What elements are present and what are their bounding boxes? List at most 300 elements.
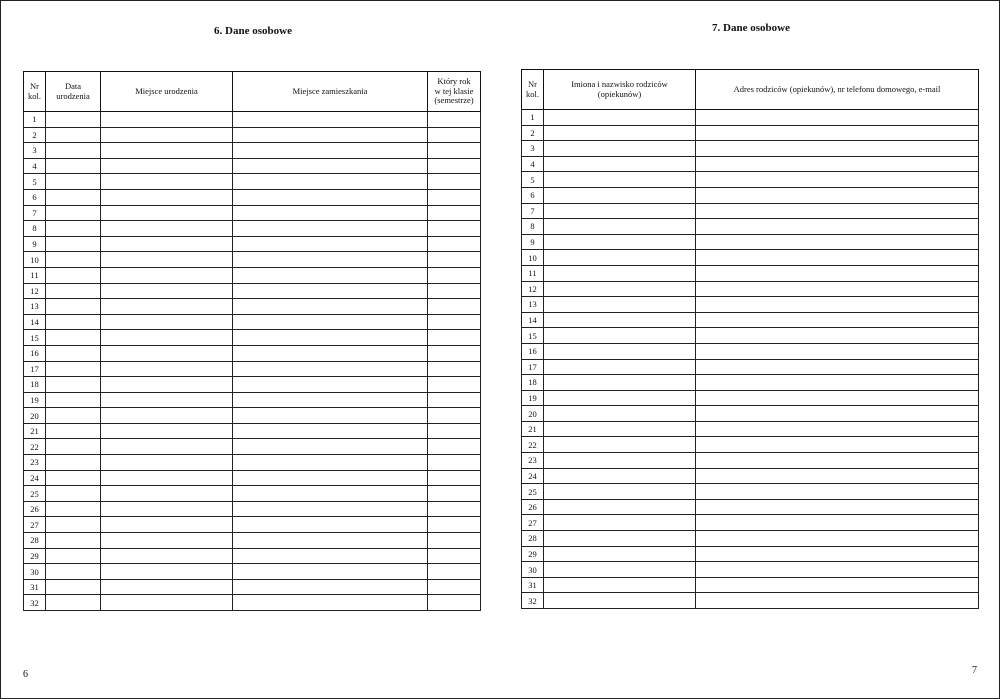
row-number-cell: 23	[522, 453, 544, 469]
entry-cell[interactable]	[233, 486, 428, 502]
entry-cell[interactable]	[233, 470, 428, 486]
entry-cell[interactable]	[233, 423, 428, 439]
header-imiona-nazwisko-rodzicow: Imiona i nazwisko rodziców (opiekunów)	[544, 70, 696, 110]
entry-cell[interactable]	[46, 533, 101, 549]
entry-cell[interactable]	[544, 499, 696, 515]
entry-cell[interactable]	[46, 112, 101, 128]
table-row	[24, 423, 481, 439]
table-row	[522, 141, 979, 157]
entry-cell[interactable]	[544, 187, 696, 203]
entry-cell[interactable]	[544, 437, 696, 453]
entry-cell[interactable]	[428, 439, 481, 455]
entry-cell[interactable]	[233, 127, 428, 143]
header-data-urodzenia: Data urodzenia	[46, 72, 101, 112]
entry-cell[interactable]	[696, 390, 979, 406]
entry-cell[interactable]	[101, 470, 233, 486]
row-number-cell: 24	[24, 470, 46, 486]
entry-cell[interactable]	[101, 423, 233, 439]
entry-cell[interactable]	[544, 250, 696, 266]
entry-cell[interactable]	[696, 359, 979, 375]
entry-cell[interactable]	[101, 501, 233, 517]
entry-cell[interactable]	[544, 359, 696, 375]
entry-cell[interactable]	[46, 501, 101, 517]
entry-cell[interactable]	[233, 595, 428, 611]
table-row	[24, 595, 481, 611]
entry-cell[interactable]	[544, 328, 696, 344]
row-number-cell: 13	[522, 297, 544, 313]
header-nr-kol: Nr kol.	[522, 70, 544, 110]
entry-cell[interactable]	[101, 408, 233, 424]
header-nr-kol: Nr kol.	[24, 72, 46, 112]
entry-cell[interactable]	[428, 143, 481, 159]
entry-cell[interactable]	[428, 548, 481, 564]
entry-cell[interactable]	[101, 330, 233, 346]
entry-cell[interactable]	[696, 125, 979, 141]
entry-cell[interactable]	[233, 455, 428, 471]
row-number-cell: 30	[24, 564, 46, 580]
entry-cell[interactable]	[46, 564, 101, 580]
row-number-cell: 17	[522, 359, 544, 375]
row-number-cell: 8	[24, 221, 46, 237]
entry-cell[interactable]	[428, 564, 481, 580]
entry-cell[interactable]	[428, 299, 481, 315]
entry-cell[interactable]	[544, 281, 696, 297]
entry-cell[interactable]	[233, 221, 428, 237]
entry-cell[interactable]	[46, 283, 101, 299]
table-row	[24, 501, 481, 517]
entry-cell[interactable]	[428, 361, 481, 377]
table-row	[24, 205, 481, 221]
table-row	[24, 392, 481, 408]
row-number-cell: 1	[522, 110, 544, 126]
row-number-cell: 19	[24, 392, 46, 408]
entry-cell[interactable]	[46, 377, 101, 393]
entry-cell[interactable]	[46, 455, 101, 471]
entry-cell[interactable]	[101, 548, 233, 564]
entry-cell[interactable]	[233, 283, 428, 299]
entry-cell[interactable]	[101, 127, 233, 143]
table-row	[522, 187, 979, 203]
row-number-cell: 10	[24, 252, 46, 268]
table-row	[522, 468, 979, 484]
table-row	[24, 143, 481, 159]
entry-cell[interactable]	[544, 234, 696, 250]
right-personal-data-table	[521, 69, 979, 609]
table-row	[24, 470, 481, 486]
row-number-cell: 12	[24, 283, 46, 299]
entry-cell[interactable]	[428, 517, 481, 533]
entry-cell[interactable]	[101, 205, 233, 221]
entry-cell[interactable]	[696, 110, 979, 126]
entry-cell[interactable]	[46, 548, 101, 564]
entry-cell[interactable]	[696, 421, 979, 437]
entry-cell[interactable]	[233, 377, 428, 393]
table-row	[24, 112, 481, 128]
entry-cell[interactable]	[696, 250, 979, 266]
table-row	[522, 406, 979, 422]
entry-cell[interactable]	[233, 408, 428, 424]
row-number-cell: 11	[522, 265, 544, 281]
entry-cell[interactable]	[544, 531, 696, 547]
entry-cell[interactable]	[696, 187, 979, 203]
entry-cell[interactable]	[428, 127, 481, 143]
table-row	[522, 172, 979, 188]
entry-cell[interactable]	[544, 421, 696, 437]
row-number-cell: 9	[24, 236, 46, 252]
entry-cell[interactable]	[46, 423, 101, 439]
entry-cell[interactable]	[428, 533, 481, 549]
entry-cell[interactable]	[46, 392, 101, 408]
entry-cell[interactable]	[101, 189, 233, 205]
entry-cell[interactable]	[428, 486, 481, 502]
entry-cell[interactable]	[46, 143, 101, 159]
entry-cell[interactable]	[46, 408, 101, 424]
entry-cell[interactable]	[233, 564, 428, 580]
entry-cell[interactable]	[101, 174, 233, 190]
entry-cell[interactable]	[428, 501, 481, 517]
entry-cell[interactable]	[46, 158, 101, 174]
entry-cell[interactable]	[46, 221, 101, 237]
entry-cell[interactable]	[696, 141, 979, 157]
entry-cell[interactable]	[233, 439, 428, 455]
entry-cell[interactable]	[233, 143, 428, 159]
entry-cell[interactable]	[428, 455, 481, 471]
entry-cell[interactable]	[428, 579, 481, 595]
entry-cell[interactable]	[101, 517, 233, 533]
entry-cell[interactable]	[233, 501, 428, 517]
entry-cell[interactable]	[233, 517, 428, 533]
entry-cell[interactable]	[233, 174, 428, 190]
table-header-row	[24, 72, 481, 112]
entry-cell[interactable]	[101, 533, 233, 549]
entry-cell[interactable]	[696, 219, 979, 235]
entry-cell[interactable]	[544, 562, 696, 578]
entry-cell[interactable]	[46, 361, 101, 377]
entry-cell[interactable]	[696, 515, 979, 531]
header-ktory-rok: Który rok w tej klasie (semestrze)	[428, 72, 481, 112]
table-row	[24, 377, 481, 393]
entry-cell[interactable]	[696, 343, 979, 359]
row-number-cell: 14	[24, 314, 46, 330]
entry-cell[interactable]	[101, 579, 233, 595]
right-page-title: 7. Dane osobowe	[712, 22, 790, 34]
entry-cell[interactable]	[696, 156, 979, 172]
entry-cell[interactable]	[101, 361, 233, 377]
row-number-cell: 31	[522, 577, 544, 593]
table-row	[24, 517, 481, 533]
row-number-cell: 15	[522, 328, 544, 344]
entry-cell[interactable]	[428, 345, 481, 361]
entry-cell[interactable]	[46, 314, 101, 330]
entry-cell[interactable]	[233, 579, 428, 595]
entry-cell[interactable]	[696, 546, 979, 562]
row-number-cell: 28	[24, 533, 46, 549]
left-page-title: 6. Dane osobowe	[214, 25, 292, 37]
row-number-cell: 5	[522, 172, 544, 188]
table-row	[24, 439, 481, 455]
entry-cell[interactable]	[46, 470, 101, 486]
row-number-cell: 27	[24, 517, 46, 533]
entry-cell[interactable]	[696, 577, 979, 593]
row-number-cell: 21	[522, 421, 544, 437]
row-number-cell: 4	[522, 156, 544, 172]
entry-cell[interactable]	[101, 377, 233, 393]
table-row	[522, 593, 979, 609]
entry-cell[interactable]	[101, 455, 233, 471]
entry-cell[interactable]	[233, 345, 428, 361]
entry-cell[interactable]	[544, 219, 696, 235]
entry-cell[interactable]	[46, 345, 101, 361]
entry-cell[interactable]	[696, 203, 979, 219]
row-number-cell: 3	[24, 143, 46, 159]
row-number-cell: 2	[522, 125, 544, 141]
row-number-cell: 32	[522, 593, 544, 609]
entry-cell[interactable]	[46, 439, 101, 455]
row-number-cell: 29	[24, 548, 46, 564]
row-number-cell: 24	[522, 468, 544, 484]
entry-cell[interactable]	[46, 236, 101, 252]
row-number-cell: 23	[24, 455, 46, 471]
entry-cell[interactable]	[428, 236, 481, 252]
entry-cell[interactable]	[46, 486, 101, 502]
row-number-cell: 2	[24, 127, 46, 143]
entry-cell[interactable]	[696, 453, 979, 469]
table-row	[522, 125, 979, 141]
entry-cell[interactable]	[101, 486, 233, 502]
row-number-cell: 22	[522, 437, 544, 453]
entry-cell[interactable]	[544, 546, 696, 562]
entry-cell[interactable]	[544, 577, 696, 593]
table-row	[522, 234, 979, 250]
entry-cell[interactable]	[428, 392, 481, 408]
entry-cell[interactable]	[428, 267, 481, 283]
entry-cell[interactable]	[696, 499, 979, 515]
entry-cell[interactable]	[544, 375, 696, 391]
table-row	[24, 158, 481, 174]
row-number-cell: 18	[522, 375, 544, 391]
row-number-cell: 19	[522, 390, 544, 406]
row-number-cell: 27	[522, 515, 544, 531]
table-row	[24, 548, 481, 564]
entry-cell[interactable]	[696, 375, 979, 391]
entry-cell[interactable]	[544, 110, 696, 126]
entry-cell[interactable]	[233, 236, 428, 252]
table-row	[522, 156, 979, 172]
table-row	[522, 359, 979, 375]
entry-cell[interactable]	[46, 267, 101, 283]
entry-cell[interactable]	[544, 406, 696, 422]
row-number-cell: 7	[24, 205, 46, 221]
entry-cell[interactable]	[233, 112, 428, 128]
entry-cell[interactable]	[544, 203, 696, 219]
row-number-cell: 22	[24, 439, 46, 455]
entry-cell[interactable]	[233, 205, 428, 221]
entry-cell[interactable]	[101, 439, 233, 455]
entry-cell[interactable]	[696, 312, 979, 328]
table-row	[522, 437, 979, 453]
table-row	[522, 328, 979, 344]
row-number-cell: 26	[24, 501, 46, 517]
entry-cell[interactable]	[428, 423, 481, 439]
row-number-cell: 6	[522, 187, 544, 203]
entry-cell[interactable]	[428, 221, 481, 237]
row-number-cell: 28	[522, 531, 544, 547]
entry-cell[interactable]	[544, 453, 696, 469]
entry-cell[interactable]	[696, 328, 979, 344]
entry-cell[interactable]	[101, 143, 233, 159]
entry-cell[interactable]	[101, 112, 233, 128]
entry-cell[interactable]	[696, 234, 979, 250]
entry-cell[interactable]	[101, 236, 233, 252]
row-number-cell: 6	[24, 189, 46, 205]
row-number-cell: 5	[24, 174, 46, 190]
table-row	[24, 408, 481, 424]
entry-cell[interactable]	[428, 112, 481, 128]
entry-cell[interactable]	[233, 252, 428, 268]
entry-cell[interactable]	[101, 595, 233, 611]
table-row	[522, 250, 979, 266]
entry-cell[interactable]	[696, 297, 979, 313]
row-number-cell: 16	[24, 345, 46, 361]
entry-cell[interactable]	[696, 562, 979, 578]
entry-cell[interactable]	[428, 595, 481, 611]
entry-cell[interactable]	[428, 314, 481, 330]
row-number-cell: 10	[522, 250, 544, 266]
entry-cell[interactable]	[101, 299, 233, 315]
table-row	[522, 484, 979, 500]
entry-cell[interactable]	[233, 330, 428, 346]
entry-cell[interactable]	[233, 392, 428, 408]
row-number-cell: 3	[522, 141, 544, 157]
entry-cell[interactable]	[428, 408, 481, 424]
table-row	[522, 577, 979, 593]
entry-cell[interactable]	[544, 343, 696, 359]
entry-cell[interactable]	[101, 314, 233, 330]
entry-cell[interactable]	[544, 593, 696, 609]
entry-cell[interactable]	[46, 174, 101, 190]
entry-cell[interactable]	[696, 265, 979, 281]
table-row	[24, 221, 481, 237]
table-row	[522, 203, 979, 219]
entry-cell[interactable]	[428, 252, 481, 268]
row-number-cell: 20	[522, 406, 544, 422]
entry-cell[interactable]	[544, 297, 696, 313]
entry-cell[interactable]	[46, 595, 101, 611]
entry-cell[interactable]	[544, 390, 696, 406]
entry-cell[interactable]	[233, 533, 428, 549]
entry-cell[interactable]	[46, 205, 101, 221]
entry-cell[interactable]	[696, 484, 979, 500]
entry-cell[interactable]	[428, 205, 481, 221]
table-row	[24, 283, 481, 299]
entry-cell[interactable]	[544, 312, 696, 328]
entry-cell[interactable]	[101, 252, 233, 268]
table-row	[24, 267, 481, 283]
entry-cell[interactable]	[544, 172, 696, 188]
entry-cell[interactable]	[696, 437, 979, 453]
row-number-cell: 15	[24, 330, 46, 346]
entry-cell[interactable]	[101, 267, 233, 283]
row-number-cell: 18	[24, 377, 46, 393]
entry-cell[interactable]	[46, 330, 101, 346]
entry-cell[interactable]	[544, 515, 696, 531]
row-number-cell: 21	[24, 423, 46, 439]
table-header-row	[522, 70, 979, 110]
entry-cell[interactable]	[233, 158, 428, 174]
entry-cell[interactable]	[233, 299, 428, 315]
entry-cell[interactable]	[428, 330, 481, 346]
table-row	[24, 564, 481, 580]
entry-cell[interactable]	[46, 189, 101, 205]
entry-cell[interactable]	[696, 406, 979, 422]
entry-cell[interactable]	[46, 579, 101, 595]
table-row	[522, 390, 979, 406]
row-number-cell: 8	[522, 219, 544, 235]
entry-cell[interactable]	[696, 531, 979, 547]
table-row	[522, 110, 979, 126]
entry-cell[interactable]	[101, 283, 233, 299]
entry-cell[interactable]	[696, 593, 979, 609]
entry-cell[interactable]	[696, 281, 979, 297]
table-row	[24, 579, 481, 595]
table-row	[24, 361, 481, 377]
entry-cell[interactable]	[46, 252, 101, 268]
table-row	[24, 345, 481, 361]
entry-cell[interactable]	[428, 283, 481, 299]
entry-cell[interactable]	[46, 299, 101, 315]
entry-cell[interactable]	[101, 564, 233, 580]
table-row	[24, 330, 481, 346]
entry-cell[interactable]	[233, 548, 428, 564]
entry-cell[interactable]	[428, 470, 481, 486]
row-number-cell: 13	[24, 299, 46, 315]
entry-cell[interactable]	[428, 158, 481, 174]
entry-cell[interactable]	[101, 158, 233, 174]
row-number-cell: 32	[24, 595, 46, 611]
entry-cell[interactable]	[696, 172, 979, 188]
table-row	[24, 236, 481, 252]
table-row	[24, 533, 481, 549]
table-row	[522, 531, 979, 547]
entry-cell[interactable]	[428, 377, 481, 393]
entry-cell[interactable]	[233, 267, 428, 283]
entry-cell[interactable]	[544, 141, 696, 157]
entry-cell[interactable]	[46, 517, 101, 533]
entry-cell[interactable]	[428, 189, 481, 205]
entry-cell[interactable]	[101, 392, 233, 408]
row-number-cell: 29	[522, 546, 544, 562]
entry-cell[interactable]	[544, 484, 696, 500]
table-row	[522, 421, 979, 437]
table-row	[24, 252, 481, 268]
entry-cell[interactable]	[233, 189, 428, 205]
entry-cell[interactable]	[696, 468, 979, 484]
table-row	[522, 281, 979, 297]
entry-cell[interactable]	[233, 361, 428, 377]
entry-cell[interactable]	[101, 345, 233, 361]
entry-cell[interactable]	[544, 156, 696, 172]
entry-cell[interactable]	[428, 174, 481, 190]
entry-cell[interactable]	[544, 125, 696, 141]
row-number-cell: 11	[24, 267, 46, 283]
header-adres-rodzicow: Adres rodziców (opiekunów), nr telefonu domowego, e-mail	[696, 70, 979, 110]
entry-cell[interactable]	[233, 314, 428, 330]
entry-cell[interactable]	[544, 468, 696, 484]
entry-cell[interactable]	[544, 265, 696, 281]
entry-cell[interactable]	[46, 127, 101, 143]
entry-cell[interactable]	[101, 221, 233, 237]
table-row	[522, 312, 979, 328]
